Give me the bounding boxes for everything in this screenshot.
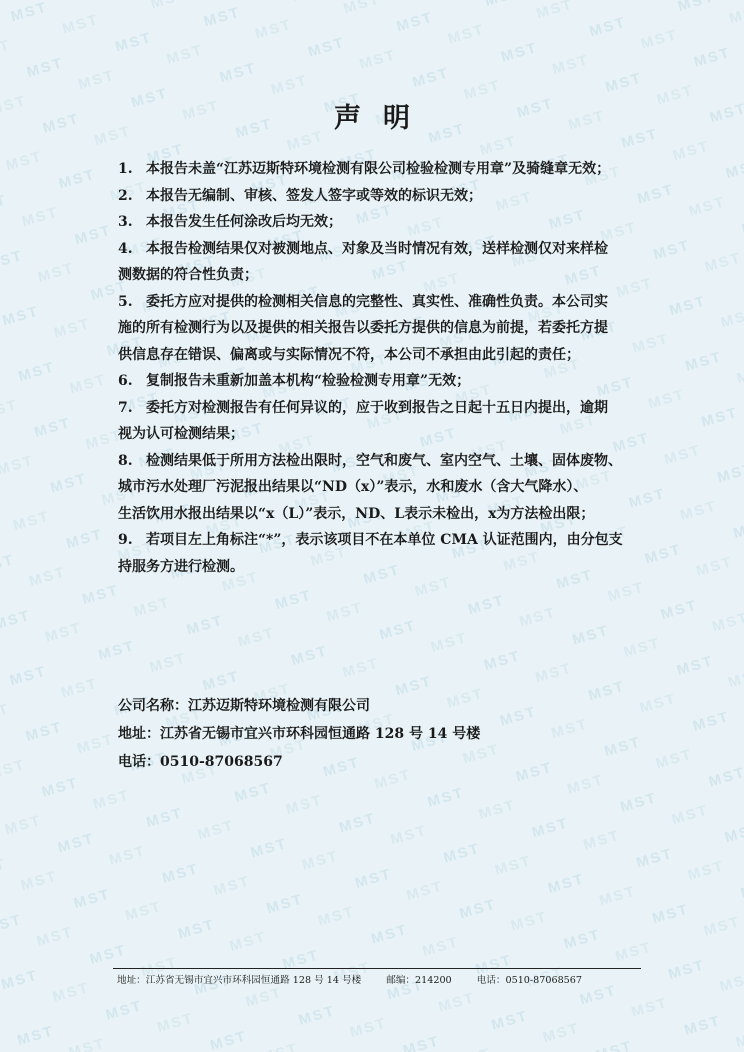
statement-item bbox=[118, 209, 658, 236]
statement-item-text: 复制报告未重新加盖本机构“检验检测专用章”无效； bbox=[146, 373, 471, 389]
statement-item-text: 供信息存在错误、偏离或与实际情况不符，本公司不承担由此引起的责任； bbox=[118, 346, 580, 363]
footer-postcode: 邮编：214200 bbox=[386, 975, 452, 986]
statement-item-number: 5. bbox=[118, 293, 133, 310]
footer-address: 地址：江苏省无锡市宜兴市环科园恒通路 128 号 14 号楼 bbox=[117, 975, 362, 986]
footer-phone: 电话：0510-87068567 bbox=[476, 975, 582, 986]
statement-item-number: 8. bbox=[118, 452, 133, 469]
statement-item-number: 1. bbox=[118, 161, 133, 177]
company-phone-line: 电话：0510-87068567 bbox=[118, 754, 283, 770]
statement-item-text: 本报告无编制、审核、签发人签字或等效的标识无效； bbox=[146, 187, 482, 204]
statement-item-text: 本报告发生任何涂改后均无效； bbox=[146, 214, 342, 230]
page-footer bbox=[117, 972, 582, 986]
statement-item-text: 本报告检测结果仅对被测地点、对象及当时情况有效，送样检测仅对来样检 bbox=[146, 240, 608, 257]
page-title: 声明 bbox=[334, 103, 432, 134]
statement-item-number: 4. bbox=[118, 240, 133, 257]
statement-item-text: 施的所有检测行为以及提供的相关报告以委托方提供的信息为前提，若委托方提 bbox=[118, 320, 608, 336]
statement-item-text: 委托方对检测报告有任何异议的，应于收到报告之日起十五日内提出，逾期 bbox=[146, 399, 608, 416]
company-name-line: 公司名称：江苏迈斯特环境检测有限公司 bbox=[118, 698, 370, 714]
statement-item bbox=[118, 368, 658, 395]
statement-item-text: 生活饮用水报出结果以“x（L）”表示，ND、L表示未检出，x为方法检出限； bbox=[118, 505, 595, 522]
statement-item-text: 城市污水处理厂污泥报出结果以“ND（x）”表示，水和废水（含大气降水）、 bbox=[118, 479, 588, 495]
statement-item bbox=[118, 395, 658, 448]
statement-item-text: 本报告未盖“江苏迈斯特环境检测有限公司检验检测专用章”及骑缝章无效； bbox=[146, 161, 611, 177]
statement-item-number: 2. bbox=[118, 187, 133, 204]
statement-item bbox=[118, 289, 658, 369]
statement-item-number: 7. bbox=[118, 399, 133, 416]
statement-item bbox=[118, 183, 658, 210]
statement-item bbox=[118, 448, 658, 528]
statement-item bbox=[118, 527, 658, 580]
company-info bbox=[118, 692, 480, 776]
statement-list bbox=[118, 156, 658, 580]
statement-item-number: 9. bbox=[118, 532, 133, 548]
statement-item-text: 检测结果低于所用方法检出限时，空气和废气、室内空气、土壤、固体废物、 bbox=[146, 452, 622, 469]
statement-item-number: 6. bbox=[118, 373, 133, 389]
statement-item-text: 若项目左上角标注“*”，表示该项目不在本单位 CMA 认证范围内，由分包支 bbox=[146, 532, 623, 548]
statement-item-text: 委托方应对提供的检测相关信息的完整性、真实性、准确性负责。本公司实 bbox=[146, 293, 608, 310]
statement-item-text: 视为认可检测结果； bbox=[118, 426, 244, 442]
statement-item bbox=[118, 236, 658, 289]
statement-item-text: 测数据的符合性负责； bbox=[118, 267, 258, 283]
statement-item-number: 3. bbox=[118, 214, 133, 230]
company-address-line: 地址：江苏省无锡市宜兴市环科园恒通路 128 号 14 号楼 bbox=[118, 726, 481, 742]
statement-item-text: 持服务方进行检测。 bbox=[118, 558, 244, 575]
footer-divider bbox=[113, 968, 641, 969]
statement-item bbox=[118, 156, 658, 183]
